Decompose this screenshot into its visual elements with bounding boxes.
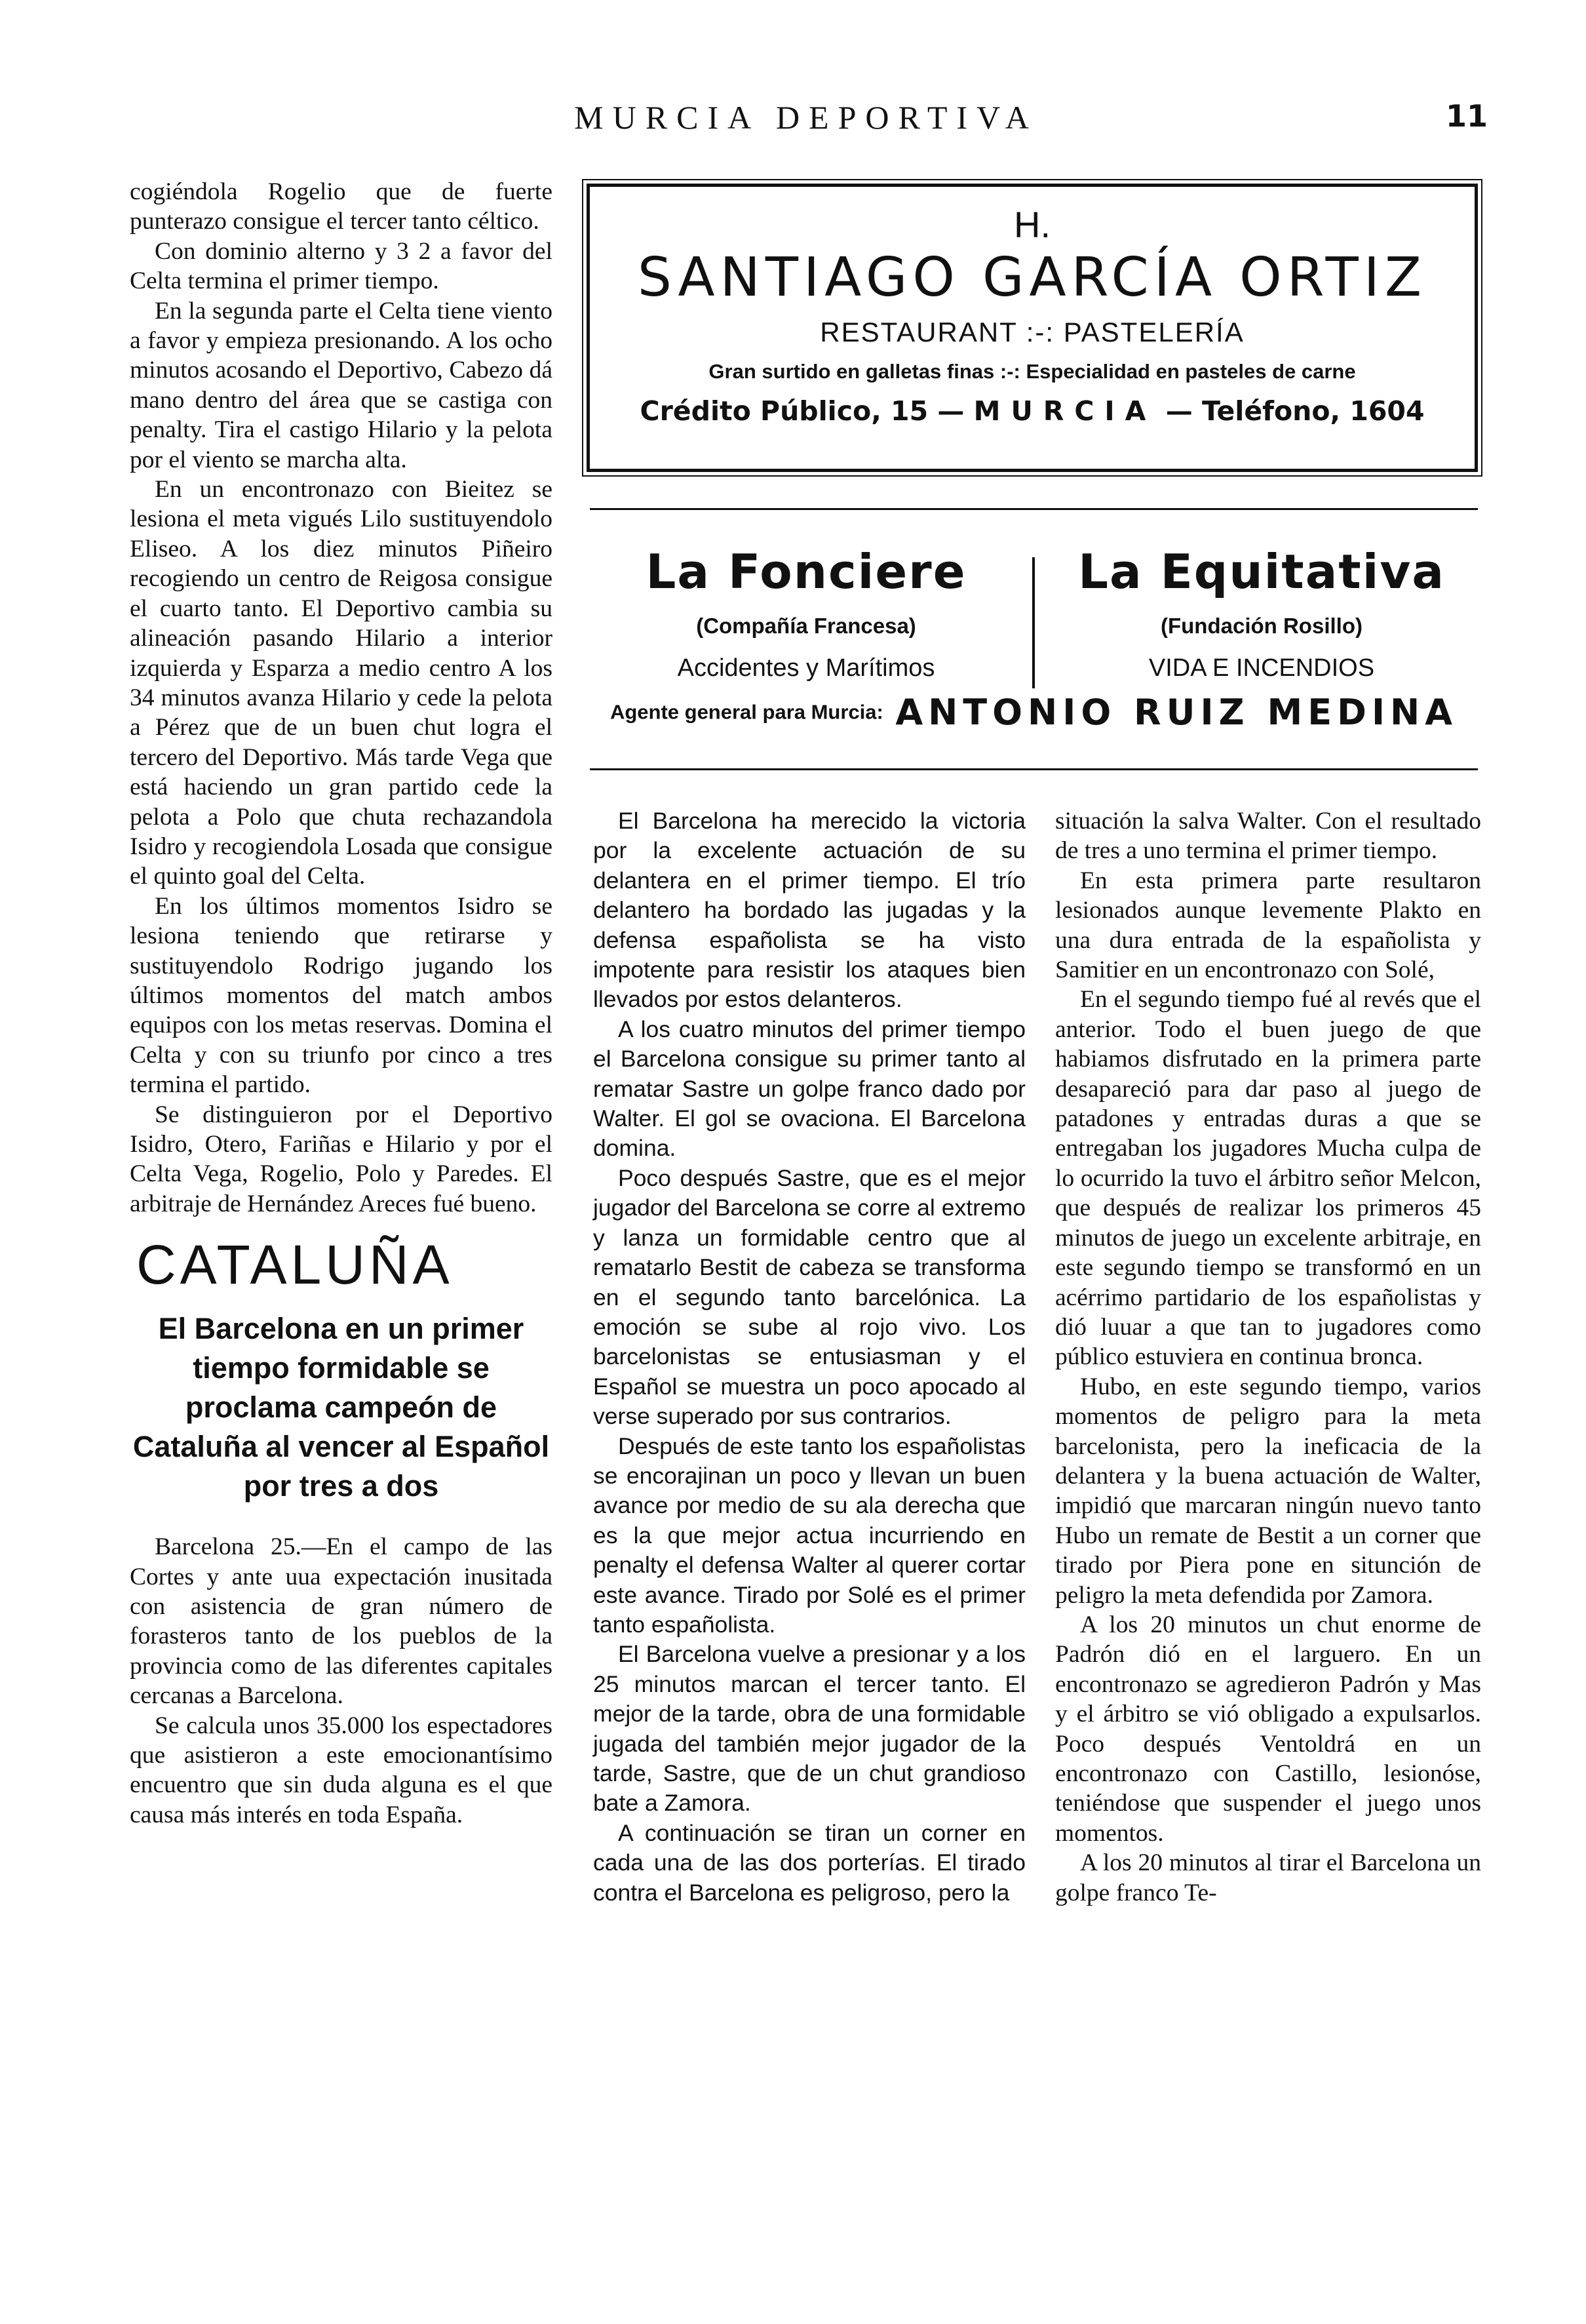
paragraph: A los cuatro minutos del primer tiempo el Barcelona consigue su primer tanto al rematar Sastre un golpe franco dado por Walter. El gol se ovaciona. El Barcelona domina.: [593, 1015, 1026, 1162]
paragraph: A los 20 minutos un chut enorme de Padrón dió en el larguero. En un encontronazo se agredieron Padrón y Mas y el árbitro se vió obligado a expulsarlos. Poco después Ventoldrá en un encontronazo con Castillo, lesionóse, teniéndose que suspender el juego unos momentos.: [1055, 1611, 1481, 1847]
article-column-3: [1055, 806, 1481, 1908]
insurer-right: [1045, 531, 1478, 682]
page-header: [125, 98, 1488, 151]
paragraph: Barcelona 25.—En el campo de las Cortes y ante uua expectación inusitada con asistencia de gran número de forasteros tanto de los pueblos de la provincia como de las diferentes capitales cercanas a Barcelona.: [130, 1533, 552, 1710]
insurer-right-subtitle: (Fundación Rosillo): [1161, 614, 1363, 638]
section-title: CATALUÑA: [136, 1234, 454, 1296]
paragraph: En el segundo tiempo fué al revés que el anterior. Todo el buen juego de que habiamos disfrutado en la primera parte desapareció para dar paso al juego de patadones y entradas duras a que se entregaban los jugadores Mucha culpa de lo ocurrido la tuvo el árbitro señor Melcon, que después de realizar los primeros 45 minutos de juego un excelente arbitraje, en este segundo tiempo se transformó en un acérrimo partidario de los españolistas y dió luuar a que tan to jugadores como público estuviera en continua bronca.: [1055, 986, 1481, 1371]
ad-business-name: SANTIAGO GARCÍA ORTIZ: [637, 246, 1427, 309]
restaurant-advertisement: [587, 184, 1478, 472]
ad-specialties: Gran surtido en galletas finas :-: Especialidad en pasteles de carne: [708, 360, 1356, 383]
article-column-2: [593, 806, 1026, 1908]
article-column-1: [130, 177, 552, 1830]
paragraph: situación la salva Walter. Con el resultado de tres a uno termina el primer tiempo.: [1055, 808, 1481, 865]
insurance-advertisement: [590, 531, 1478, 780]
ad-initial: H.: [1014, 204, 1051, 245]
paragraph: Con dominio alterno y 3 2 a favor del Celta termina el primer tiempo.: [130, 237, 552, 295]
agent-label: Agente general para Murcia:: [609, 700, 883, 724]
paragraph: A los 20 minutos al tirar el Barcelona un golpe franco Te-: [1055, 1849, 1481, 1906]
paragraph: A continuación se tiran un corner en cada una de las dos porterías. El tirado contra el Barcelona es peligroso, pero la: [593, 1819, 1026, 1906]
agent-name: ANTONIO RUIZ MEDINA: [895, 692, 1458, 733]
paragraph: Poco después Sastre, que es el mejor jugador del Barcelona se corre al extremo y lanza un formidable centro que al rematarlo Bestit de cabeza se transforma en el segundo tanto barcelónica. La emoción se sube al rojo vivo. Los barcelonistas se entusiasman y el Español se muestra un poco apocado al verse superado por sus contrarios.: [593, 1164, 1026, 1430]
page-number: 11: [1445, 98, 1488, 134]
ad-phone: — Teléfono, 1604: [1165, 395, 1425, 427]
divider-rule: [590, 508, 1478, 510]
paragraph: cogiéndola Rogelio que de fuerte punterazo consigue el tercer tanto céltico.: [130, 178, 552, 235]
divider-rule: [590, 768, 1478, 770]
insurer-left-subtitle: (Compañía Francesa): [696, 614, 916, 638]
insurer-left-title: La Fonciere: [646, 544, 967, 599]
paragraph: Después de este tanto los españolistas se encorajinan un poco y llevan un buen avance por medio de su ala derecha que es la que mejor actua incurriendo en penalty el defensa Walter al querer cortar este avance. Tirado por Solé es el primer tanto españolista.: [593, 1432, 1026, 1638]
ad-address: [590, 395, 1475, 427]
paragraph: El Barcelona vuelve a presionar y a los 25 minutos marcan el tercer tanto. El mejor de la tarde, obra de una formidable jugada del también mejor jugador de la tarde, Sastre, que de un chut grandioso bate a Zamora.: [593, 1641, 1026, 1817]
paragraph: Se calcula unos 35.000 los espectadores que asistieron a este emocionantísimo encuentro que sin duda alguna es el que causa más interés en toda España.: [130, 1712, 552, 1828]
insurer-right-title: La Equitativa: [1078, 544, 1445, 599]
paragraph: En los últimos momentos Isidro se lesiona teniendo que retirarse y sustituyendolo Rodrigo jugando los últimos momentos del match ambos equipos con los metas reservas. Domina el Celta y con su triunfo por cinco a tres termina el partido.: [130, 892, 552, 1099]
paragraph: En un encontronazo con Bieitez se lesiona el meta vigués Lilo sustituyendolo Eliseo. A los diez minutos Piñeiro recogiendo un centro de Reigosa consigue el cuarto tanto. El Deportivo cambia su alineación pasando Hilario a interior izquierda y Esparza a medio centro A los 34 minutos avanza Hilario y cede la pelota a Pérez que de un buen chut logra el tercero del Deportivo. Más tarde Vega que está haciendo un gran partido cede la pelota a Polo que chuta rechazandola Isidro y recogiendola Losada que consigue el quinto goal del Celta.: [130, 476, 552, 890]
vertical-divider: [1032, 557, 1035, 688]
insurer-left-detail: Accidentes y Marítimos: [677, 654, 935, 682]
ad-street: Crédito Público, 15 —: [640, 395, 965, 427]
paragraph: En esta primera parte resultaron lesionados aunque levemente Plakto en una dura entrada de la españolista y Samitier en un encontronazo con Solé,: [1055, 867, 1481, 984]
insurer-left: [590, 531, 1022, 682]
ad-business-type: RESTAURANT :-: PASTELERÍA: [820, 317, 1245, 347]
ad-city: MURCIA: [973, 395, 1157, 427]
paragraph: Hubo, en este segundo tiempo, varios momentos de peligro para la meta barcelonista, pero la ineficacia de la delantera y la buena actuación de Walter, impidió que marcaran ningún nuevo tanto Hubo un remate de Bestit a un corner que tirado por Piera pone en situnción de peligro la meta defendida por Zamora.: [1055, 1373, 1481, 1609]
paragraph: En la segunda parte el Celta tiene viento a favor y empieza presionando. A los ocho minutos acosando el Deportivo, Cabezo dá mano dentro del área que se castiga con penalty. Tira el castigo Hilario y la pelota por el viento se marcha alta.: [130, 297, 552, 473]
running-title: MURCIA DEPORTIVA: [574, 99, 1038, 136]
paragraph: Se distinguieron por el Deportivo Isidro, Otero, Fariñas e Hilario y por el Celta Vega, Rogelio, Polo y Paredes. El arbitraje de Hernández Areces fué bueno.: [130, 1101, 552, 1217]
article-headline: El Barcelona en un primer tiempo formidable se proclama campeón de Cataluña al vencer al Español por tres a dos: [132, 1312, 550, 1503]
agent-line: [590, 692, 1478, 733]
insurer-right-detail: VIDA E INCENDIOS: [1148, 654, 1375, 682]
paragraph: El Barcelona ha merecido la victoria por la excelente actuación de su delantera en el primer tiempo. El trío delantero ha bordado las jugadas y la defensa españolista se ha visto impotente para resistir los ataques bien llevados por estos delanteros.: [593, 808, 1026, 1013]
